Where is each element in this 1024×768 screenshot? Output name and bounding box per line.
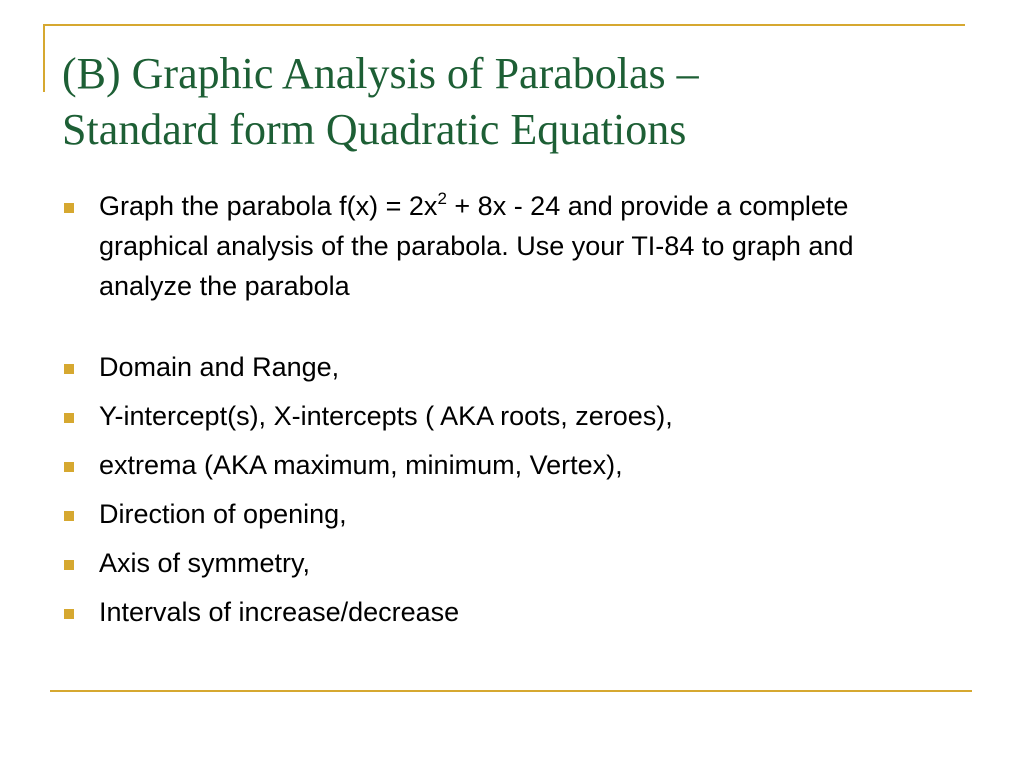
square-bullet-icon xyxy=(64,203,74,213)
square-bullet-icon xyxy=(64,413,74,423)
top-border-line xyxy=(43,24,965,26)
bottom-border-line xyxy=(50,690,972,692)
title-line-1: (B) Graphic Analysis of Parabolas – xyxy=(62,49,699,98)
title-line-2: Standard form Quadratic Equations xyxy=(62,105,687,154)
slide-title xyxy=(62,46,962,158)
bullet-text: Direction of opening, xyxy=(99,499,347,529)
bullet-list xyxy=(62,186,942,641)
square-bullet-icon xyxy=(64,511,74,521)
bullet-item-intervals xyxy=(62,592,942,632)
bullet-item-intercepts xyxy=(62,396,942,436)
bullet-text: Y-intercept(s), X-intercepts ( AKA roots, zeroes), xyxy=(99,401,673,431)
bullet-text: Axis of symmetry, xyxy=(99,548,311,578)
intro-text-after-exponent: + 8x - 24 and provide a complete graphical analysis of the parabola. Use your TI-84 to graph and analyze the parabola xyxy=(99,191,854,301)
bullet-item-axis xyxy=(62,543,942,583)
bullet-item-direction xyxy=(62,494,942,534)
bullet-item-domain-range xyxy=(62,347,942,387)
intro-text-before-exponent: Graph the parabola f(x) = 2x xyxy=(99,191,438,221)
exponent-superscript: 2 xyxy=(437,189,447,208)
square-bullet-icon xyxy=(64,462,74,472)
bullet-text: extrema (AKA maximum, minimum, Vertex), xyxy=(99,450,623,480)
square-bullet-icon xyxy=(64,609,74,619)
bullet-text: Intervals of increase/decrease xyxy=(99,597,460,627)
left-border-line xyxy=(43,24,45,92)
square-bullet-icon xyxy=(64,560,74,570)
square-bullet-icon xyxy=(64,364,74,374)
bullet-item-extrema xyxy=(62,445,942,485)
bullet-item-intro xyxy=(62,186,942,306)
bullet-text: Domain and Range, xyxy=(99,352,340,382)
